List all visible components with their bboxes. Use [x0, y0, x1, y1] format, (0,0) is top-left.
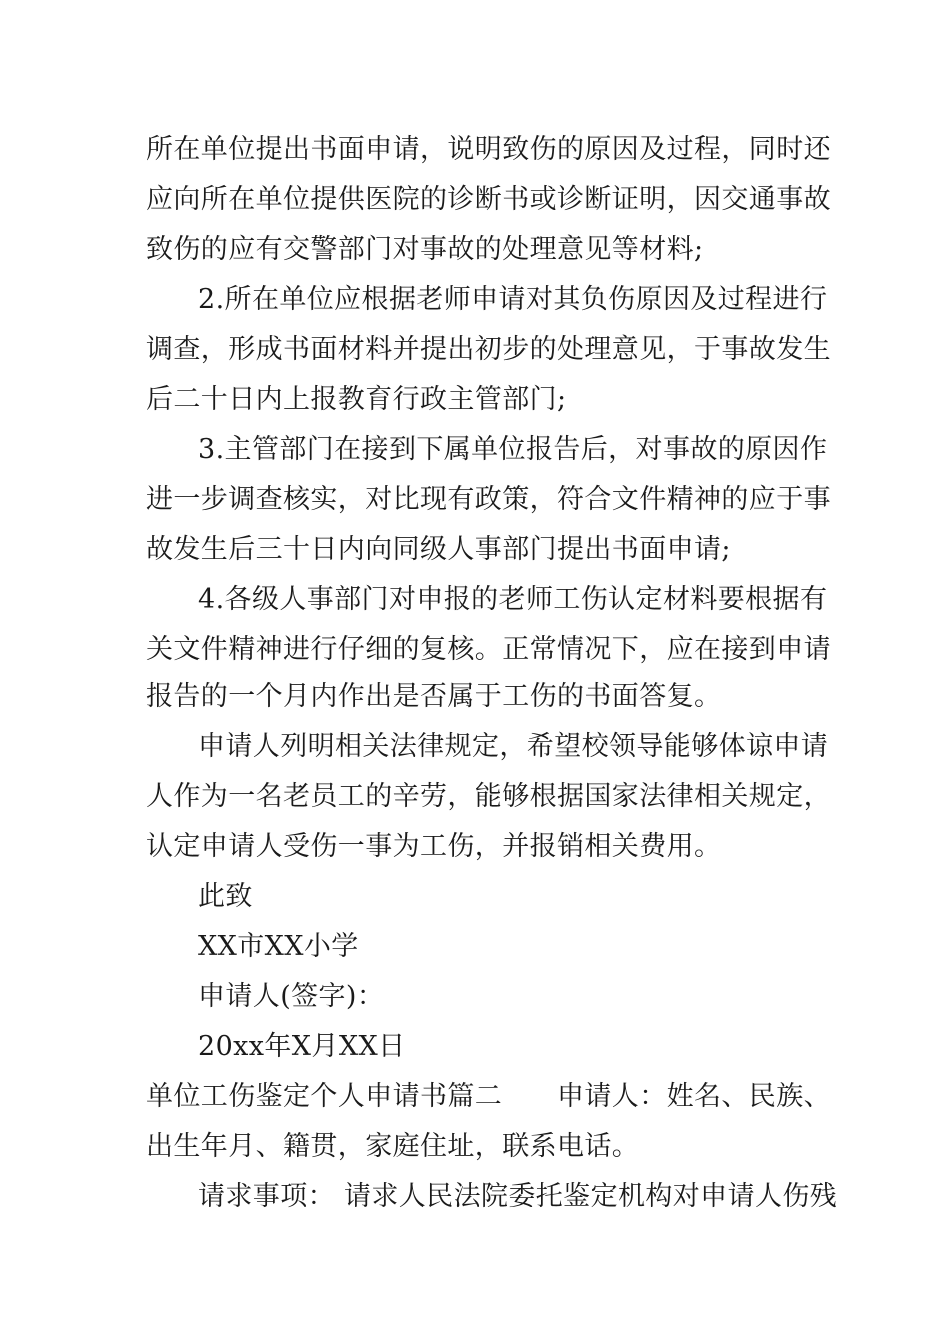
paragraph-line: 人作为一名老员工的辛劳，能够根据国家法律相关规定， [146, 781, 831, 812]
applicant-signature: 申请人(签字)： [198, 981, 385, 1012]
closing-salutation: 此致 [198, 881, 253, 912]
paragraph-line: 认定申请人受伤一事为工伤，并报销相关费用。 [146, 831, 722, 862]
paragraph-line: 故发生后三十日内向同级人事部门提出书面申请; [146, 534, 731, 565]
paragraph-line: 关文件精神进行仔细的复核。正常情况下，应在接到申请 [146, 634, 831, 665]
recipient-school: XX市XX小学 [198, 931, 359, 962]
paragraph-line: 应向所在单位提供医院的诊断书或诊断证明，因交通事故 [146, 184, 831, 215]
paragraph-line: 进一步调查核实，对比现有政策，符合文件精神的应于事 [146, 484, 831, 515]
paragraph-line: 报告的一个月内作出是否属于工伤的书面答复。 [146, 681, 722, 712]
paragraph-line: 致伤的应有交警部门对事故的处理意见等材料; [146, 234, 704, 265]
paragraph-line: 3.主管部门在接到下属单位报告后，对事故的原因作 [198, 434, 828, 465]
paragraph-line: 后二十日内上报教育行政主管部门; [146, 384, 567, 415]
paragraph-line: 所在单位提出书面申请，说明致伤的原因及过程，同时还 [146, 134, 831, 165]
paragraph-line: 出生年月、籍贯，家庭住址，联系电话。 [146, 1131, 640, 1162]
paragraph-line: 2.所在单位应根据老师申请对其负伤原因及过程进行 [198, 284, 828, 315]
paragraph-line: 请求事项： 请求人民法院委托鉴定机构对申请人伤残 [198, 1181, 838, 1212]
date-line: 20xx年X月XX日 [198, 1031, 406, 1062]
paragraph-line: 申请人列明相关法律规定，希望校领导能够体谅申请 [198, 731, 829, 762]
section-heading-line: 单位工伤鉴定个人申请书篇二 申请人：姓名、民族、 [146, 1081, 831, 1112]
paragraph-line: 调查，形成书面材料并提出初步的处理意见，于事故发生 [146, 334, 831, 365]
paragraph-line: 4.各级人事部门对申报的老师工伤认定材料要根据有 [198, 584, 828, 615]
